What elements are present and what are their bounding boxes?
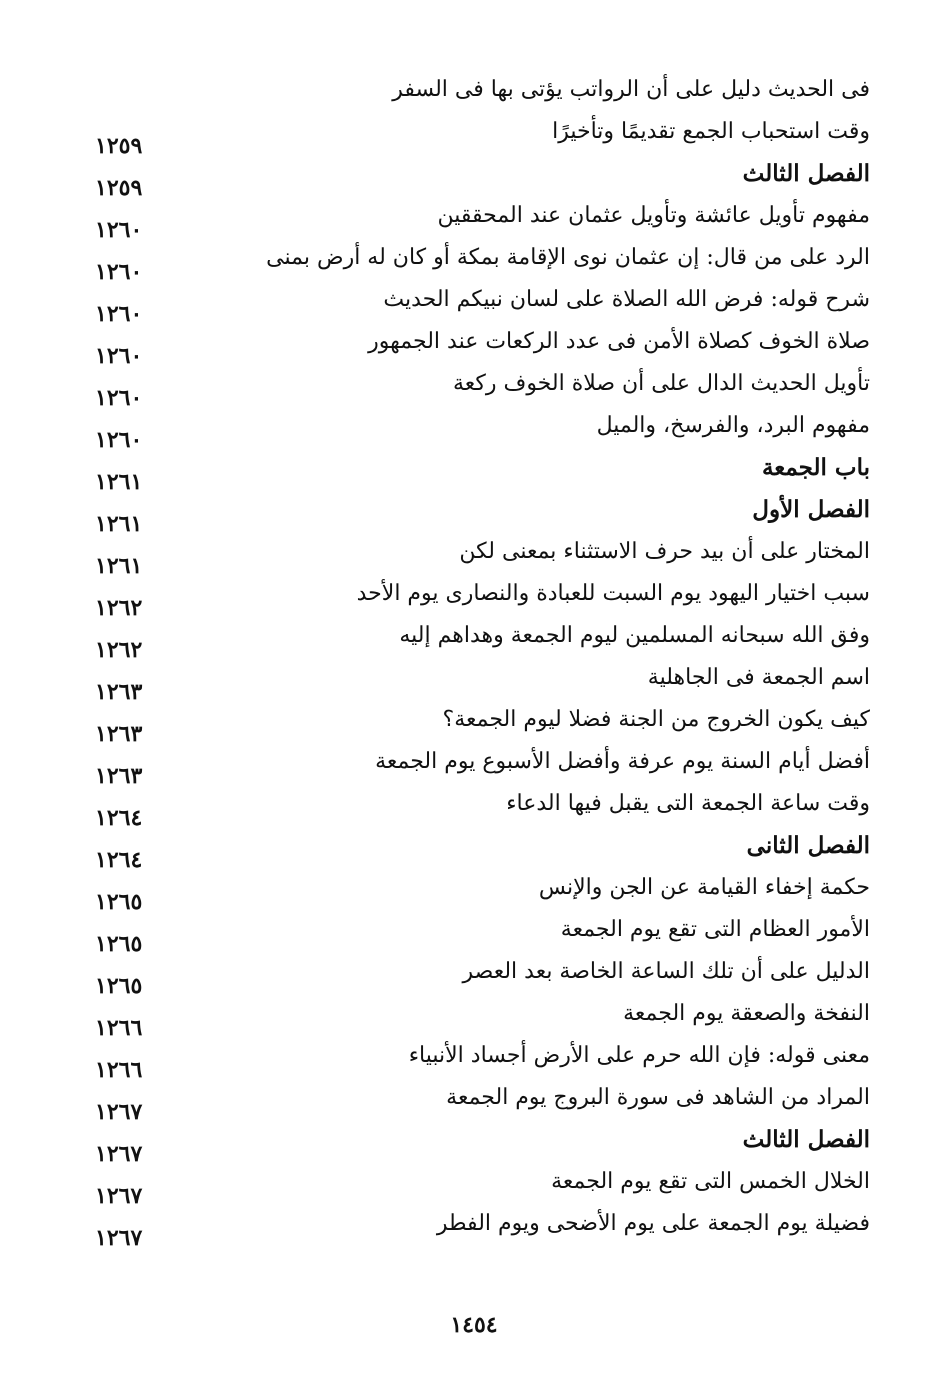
entry-title: المختار على أن بيد حرف الاستثناء بمعنى لكن (459, 539, 870, 564)
entry-title: حكمة إخفاء القيامة عن الجن والإنس (538, 875, 870, 900)
entry-title: أفضل أيام السنة يوم عرفة وأفضل الأسبوع يوم الجمعة (375, 749, 870, 774)
entry-page-number: ١٢٥٩ (95, 133, 143, 159)
entry-title: سبب اختيار اليهود يوم السبت للعبادة والنصارى يوم الأحد (356, 581, 870, 606)
entry-page-number: ١٢٦١ (95, 511, 143, 537)
section-heading: باب الجمعة (761, 454, 870, 481)
entry-title: معنى قوله: فإن الله حرم على الأرض أجساد الأنبياء (408, 1043, 870, 1068)
toc-entry-row (95, 412, 870, 454)
toc-entry-row (95, 202, 870, 244)
entry-page-number: ١٢٦٢ (95, 595, 143, 621)
toc-entry-row (95, 580, 870, 622)
toc-entry-row (95, 1084, 870, 1126)
entry-page-number: ١٢٦١ (95, 553, 143, 579)
toc-entry-row (95, 118, 870, 160)
toc-entry-row (95, 958, 870, 1000)
entry-title: شرح قوله: فرض الله الصلاة على لسان نبيكم الحديث (383, 287, 870, 312)
entry-title: النفخة والصعقة يوم الجمعة (623, 1001, 870, 1026)
entry-title: الرد على من قال: إن عثمان نوى الإقامة بمكة أو كان له أرض بمنى (266, 245, 870, 270)
toc-entry-row (95, 1168, 870, 1210)
entry-title: وقت استحباب الجمع تقديمًا وتأخيرًا (552, 119, 870, 144)
entry-page-number: ١٢٦٠ (95, 385, 143, 411)
section-heading: الفصل الثالث (742, 1126, 870, 1153)
entry-page-number: ١٢٦٠ (95, 343, 143, 369)
entry-title: وفق الله سبحانه المسلمين ليوم الجمعة وهداهم إليه (399, 623, 870, 648)
toc-entry-row (95, 286, 870, 328)
toc-entry-row (95, 1000, 870, 1042)
entry-page-number: ١٢٦٧ (95, 1183, 143, 1209)
entry-title: مفهوم البرد، والفرسخ، والميل (596, 413, 870, 438)
entry-page-number: ١٢٦٢ (95, 637, 143, 663)
entry-page-number: ١٢٦٥ (95, 973, 143, 999)
section-heading: الفصل الأول (752, 496, 870, 523)
entry-page-number: ١٢٦٤ (95, 805, 143, 831)
toc-entry-row (95, 538, 870, 580)
entry-title: وقت ساعة الجمعة التى يقبل فيها الدعاء (506, 791, 870, 816)
toc-heading-row (95, 832, 870, 874)
entry-title: الخلال الخمس التى تقع يوم الجمعة (551, 1169, 870, 1194)
toc-entry-row (95, 790, 870, 832)
toc-entry-row (95, 622, 870, 664)
entry-page-number: ١٢٦١ (95, 469, 143, 495)
entry-page-number: ١٢٦٣ (95, 679, 143, 705)
toc-entry-row (95, 76, 870, 118)
entry-page-number: ١٢٦٦ (95, 1015, 143, 1041)
entry-title: اسم الجمعة فى الجاهلية (647, 665, 870, 690)
section-heading: الفصل الثالث (742, 160, 870, 187)
entry-page-number: ١٢٦٧ (95, 1141, 143, 1167)
entry-title: فضيلة يوم الجمعة على يوم الأضحى ويوم الفطر (436, 1211, 870, 1236)
entry-page-number: ١٢٦٧ (95, 1099, 143, 1125)
entry-page-number: ١٢٦٥ (95, 931, 143, 957)
entry-page-number: ١٢٦٥ (95, 889, 143, 915)
toc-entry-row (95, 1210, 870, 1252)
entry-title: فى الحديث دليل على أن الرواتب يؤتى بها فى السفر (392, 77, 870, 102)
entry-page-number: ١٢٦٠ (95, 301, 143, 327)
toc-entry-row (95, 328, 870, 370)
section-heading: الفصل الثانى (746, 832, 870, 859)
toc-entry-row (95, 916, 870, 958)
toc-entry-row (95, 370, 870, 412)
toc-heading-row (95, 160, 870, 202)
page-number: ١٤٥٤ (450, 1312, 498, 1338)
entry-page-number: ١٢٦٧ (95, 1225, 143, 1251)
table-of-contents (95, 76, 870, 1252)
entry-page-number: ١٢٦٣ (95, 721, 143, 747)
entry-title: المراد من الشاهد فى سورة البروج يوم الجمعة (446, 1085, 870, 1110)
entry-page-number: ١٢٦٤ (95, 847, 143, 873)
toc-entry-row (95, 748, 870, 790)
toc-entry-row (95, 874, 870, 916)
toc-entry-row (95, 244, 870, 286)
entry-title: صلاة الخوف كصلاة الأمن فى عدد الركعات عند الجمهور (368, 329, 870, 354)
entry-page-number: ١٢٥٩ (95, 175, 143, 201)
entry-title: مفهوم تأويل عائشة وتأويل عثمان عند المحققين (437, 203, 870, 228)
toc-entry-row (95, 664, 870, 706)
toc-entry-row (95, 706, 870, 748)
entry-page-number: ١٢٦٠ (95, 217, 143, 243)
entry-page-number: ١٢٦٠ (95, 427, 143, 453)
toc-heading-row (95, 496, 870, 538)
entry-title: كيف يكون الخروج من الجنة فضلا ليوم الجمعة؟ (442, 707, 870, 732)
entry-page-number: ١٢٦٣ (95, 763, 143, 789)
toc-heading-row (95, 454, 870, 496)
entry-page-number: ١٢٦٦ (95, 1057, 143, 1083)
entry-title: الأمور العظام التى تقع يوم الجمعة (560, 917, 870, 942)
entry-title: الدليل على أن تلك الساعة الخاصة بعد العصر (462, 959, 870, 984)
toc-heading-row (95, 1126, 870, 1168)
toc-entry-row (95, 1042, 870, 1084)
entry-page-number: ١٢٦٠ (95, 259, 143, 285)
entry-title: تأويل الحديث الدال على أن صلاة الخوف ركعة (453, 371, 870, 396)
